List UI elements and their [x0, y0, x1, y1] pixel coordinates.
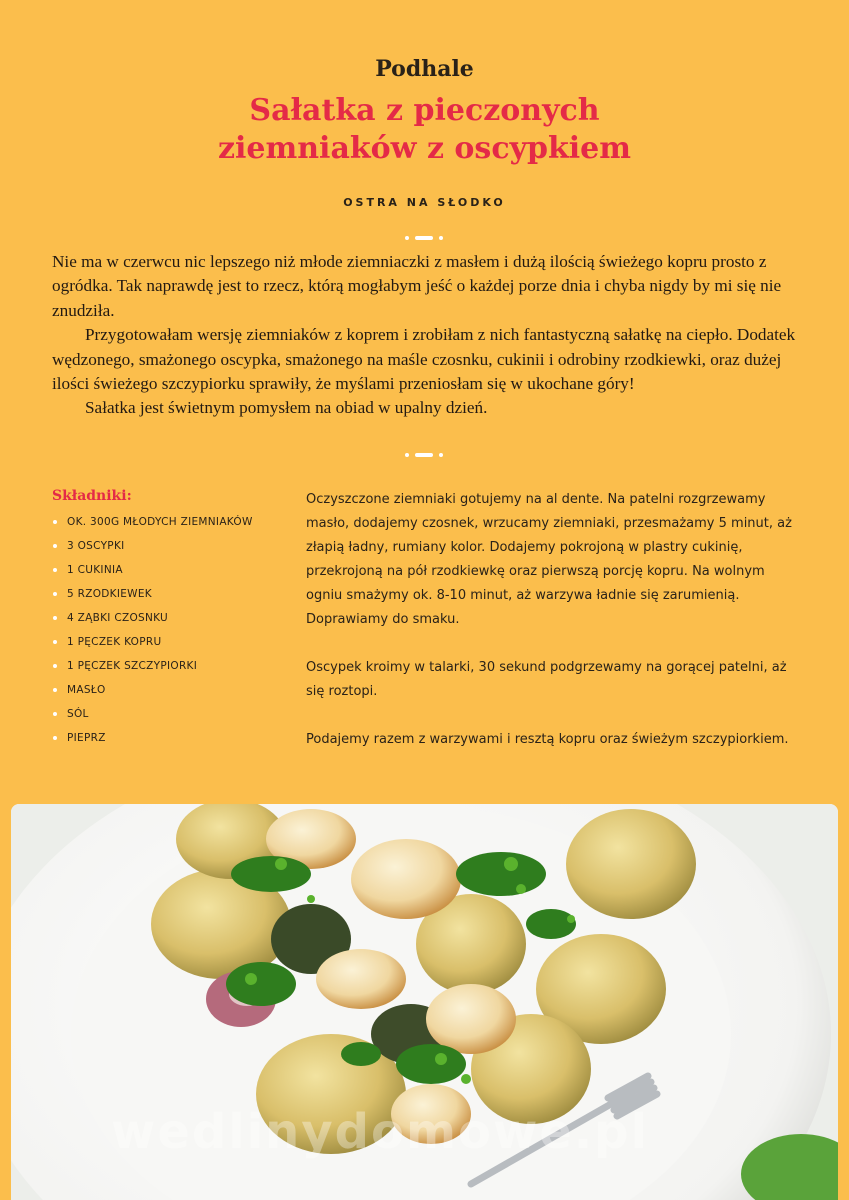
intro-text	[52, 250, 797, 421]
method-step: Oscypek kroimy w talarki, 30 sekund podgrzewamy na gorącej patelni, aż się roztopi.	[306, 660, 787, 699]
ingredient-item: 1 CUKINIA	[52, 558, 292, 582]
ingredient-item: 1 PĘCZEK SZCZYPIORKI	[52, 654, 292, 678]
intro-paragraph: Nie ma w czerwcu nic lepszego niż młode ziemniaczki z masłem i dużą ilością świeżego kopru prosto z ogródka. Tak naprawdę jest to rzecz, którą mogłabym jeść o każdej porze dnia i chyba nigdy by mi się nie znudziła.	[52, 252, 782, 320]
bullet-icon	[53, 688, 57, 692]
ingredients-list	[52, 510, 292, 750]
ingredient-item: 1 PĘCZEK KOPRU	[52, 630, 292, 654]
bullet-icon	[53, 616, 57, 620]
bullet-icon	[53, 592, 57, 596]
intro-paragraph: Sałatka jest świetnym pomysłem na obiad w upalny dzień.	[85, 398, 488, 418]
divider-top	[0, 235, 849, 241]
ingredient-item: 4 ZĄBKI CZOSNKU	[52, 606, 292, 630]
photo-watermark: wedlinydomowe.pl	[111, 1104, 649, 1160]
bullet-icon	[53, 544, 57, 548]
ingredient-item: MASŁO	[52, 678, 292, 702]
dish-photo	[11, 804, 838, 1200]
divider-bottom	[0, 452, 849, 458]
bullet-icon	[53, 664, 57, 668]
method-step: Podajemy razem z warzywami i resztą kopru oraz świeżym szczypiorkiem.	[306, 732, 789, 747]
recipe-title	[0, 92, 849, 168]
method-section	[306, 488, 796, 776]
recipe-tagline: OSTRA NA SŁODKO	[343, 196, 506, 209]
bullet-icon	[53, 568, 57, 572]
ingredient-item: SÓL	[52, 702, 292, 726]
ingredient-item: 5 RZODKIEWEK	[52, 582, 292, 606]
recipe-title-line-2: ziemniaków z oscypkiem	[217, 131, 632, 166]
bullet-icon	[53, 712, 57, 716]
ingredients-heading: Składniki:	[52, 488, 132, 504]
ingredient-item: OK. 300G MŁODYCH ZIEMNIAKÓW	[52, 510, 292, 534]
recipe-title-line-1: Sałatka z pieczonych	[249, 93, 600, 128]
ingredient-item: PIEPRZ	[52, 726, 292, 750]
ingredients-section	[52, 488, 292, 750]
bullet-icon	[53, 640, 57, 644]
method-step: Oczyszczone ziemniaki gotujemy na al dente. Na patelni rozgrzewamy masło, dodajemy czosnek, wrzucamy ziemniaki, przesmażamy 5 minut, aż złapią ładny, rumiany kolor. Dodajemy pokrojoną w plastry cukinię, przekrojoną na pół rzodkiewkę oraz pierwszą porcję kopru. Na wolnym ogniu smażymy ok. 8-10 minut, aż warzywa ładnie się zarumienią. Doprawiamy do smaku.	[306, 492, 792, 627]
ingredient-item: 3 OSCYPKI	[52, 534, 292, 558]
bullet-icon	[53, 736, 57, 740]
bullet-icon	[53, 520, 57, 524]
region-name: Podhale	[375, 56, 474, 82]
intro-paragraph: Przygotowałam wersję ziemniaków z koprem i zrobiłam z nich fantastyczną sałatkę na ciepło. Dodatek wędzonego, smażonego oscypka, smażonego na maśle czosnku, cukinii i odrobiny rzodkiewki, oraz dużej ilości świeżego szczypiorku sprawiły, że myślami przeniosłam się w ukochane góry!	[52, 325, 796, 394]
